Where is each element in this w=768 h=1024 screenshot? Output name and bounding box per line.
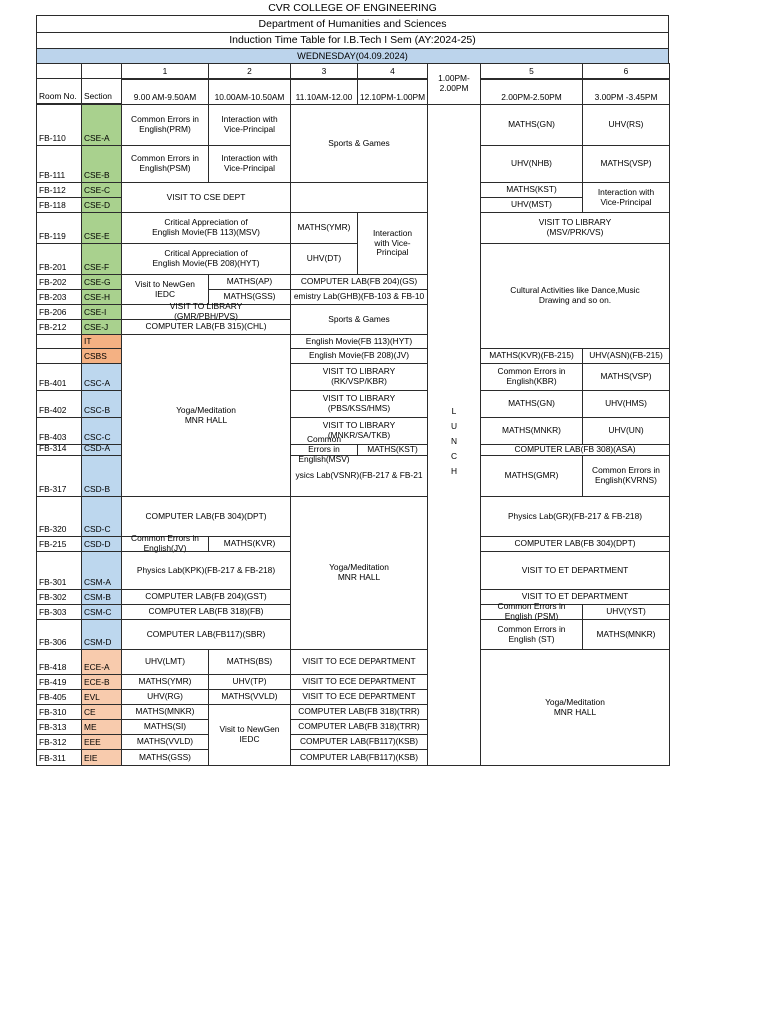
room-number: FB-306 [36,619,82,650]
schedule-cell: COMPUTER LAB(FB117)(KSB) [290,749,428,766]
section-name: CSE-B [81,145,122,183]
lunch-letter: H [450,466,458,476]
schedule-cell: MATHS(GN) [480,390,583,418]
section-name: EIE [81,749,122,766]
section-name: CSE-E [81,212,122,244]
schedule-cell: MATHS(MNKR) [582,619,670,650]
section-name: CSD-A [81,444,122,456]
room-number: FB-202 [36,274,82,290]
section-name: CSD-D [81,536,122,552]
schedule-cell: VISIT TO ET DEPARTMENT [480,551,670,590]
day-banner: WEDNESDAY(04.09.2024) [36,48,669,64]
period-number: 6 [582,63,670,80]
schedule-cell: VISIT TO LIBRARY (GMR/PBH/PVS) [121,304,291,320]
schedule-cell: COMPUTER LAB(FB 204)(GS) [290,274,428,290]
period-number: 5 [480,63,583,80]
section-header: Section [81,78,122,104]
schedule-cell: MATHS(VSP) [582,145,670,183]
section-name: IT [81,334,122,349]
lunch-label [447,404,461,479]
schedule-cell: UHV(RS) [582,104,670,146]
room-number: FB-405 [36,689,82,705]
schedule-cell: MATHS(VSP) [582,363,670,391]
section-name: CSD-B [81,455,122,497]
schedule-cell: MATHS(MNKR) [121,704,209,720]
schedule-cell: Visit to NewGen IEDC [208,704,291,766]
period-time: 9.00 AM-9.50AM [121,78,209,105]
schedule-cell: MATHS(GSS) [121,749,209,766]
lunch-letter: C [450,451,458,461]
schedule-cell: MATHS(VVLD) [121,734,209,750]
schedule-cell: UHV(NHB) [480,145,583,183]
schedule-cell: Interaction with Vice-Principal [208,145,291,183]
section-name: CSE-A [81,104,122,146]
section-name: EEE [81,734,122,750]
room-number: FB-402 [36,390,82,418]
room-number: FB-118 [36,197,82,213]
schedule-cell: Visit to NewGen IEDC [121,274,209,305]
room-number: FB-111 [36,145,82,183]
room-number: FB-403 [36,417,82,445]
schedule-cell: UHV(ASN)(FB-215) [582,348,670,364]
schedule-cell: MATHS(GMR) [480,455,583,497]
period-time-lunch: 1.00PM- 2.00PM [427,63,481,105]
schedule-cell: Yoga/Meditation MNR HALL [121,334,291,497]
schedule-cell: COMPUTER LAB(FB 304)(DPT) [480,536,670,552]
section-name: CSM-B [81,589,122,605]
room-number: FB-303 [36,604,82,620]
schedule-cell: COMPUTER LAB(FB 304)(DPT) [121,496,291,537]
schedule-cell: English Movie(FB 208)(JV) [290,348,428,364]
room-number: FB-419 [36,674,82,690]
schedule-cell: MATHS(GSS) [208,289,291,305]
period-time: 10.00AM-10.50AM [208,78,291,105]
section-name: CSC-C [81,417,122,445]
schedule-cell: UHV(LMT) [121,649,209,675]
room-number: FB-313 [36,719,82,735]
schedule-cell: COMPUTER LAB(FB 318)(FB) [121,604,291,620]
room-number: FB-201 [36,243,82,275]
schedule-cell: MATHS(YMR) [121,674,209,690]
section-name: CSM-A [81,551,122,590]
room-number: FB-317 [36,455,82,497]
schedule-cell: UHV(YST) [582,604,670,620]
period-time: 11.10AM-12.00 [290,78,358,105]
section-name: CSE-F [81,243,122,275]
schedule-cell: MATHS(MNKR) [480,417,583,445]
schedule-cell: Common Errors in English (ST) [480,619,583,650]
schedule-cell: MATHS(SI) [121,719,209,735]
schedule-cell: Common Errors in English (PSM) [480,604,583,620]
room-number: FB-301 [36,551,82,590]
section-name: CSE-G [81,274,122,290]
schedule-cell: emistry Lab(GHB)(FB-103 & FB-10 [290,289,428,305]
schedule-cell: COMPUTER LAB(FB117)(KSB) [290,734,428,750]
schedule-cell: VISIT TO CSE DEPT [121,182,291,213]
college-title: CVR COLLEGE OF ENGINEERING [268,1,437,14]
room-number: FB-212 [36,319,82,335]
room-number: FB-401 [36,363,82,391]
room-number: FB-112 [36,182,82,198]
lunch-letter: U [450,421,458,431]
room-number: FB-203 [36,289,82,305]
room-number: FB-110 [36,104,82,146]
section-name: CSC-A [81,363,122,391]
schedule-cell: UHV(DT) [290,243,358,275]
schedule-cell: COMPUTER LAB(FB 318)(TRR) [290,719,428,735]
period-number: 1 [121,63,209,80]
schedule-cell: VISIT TO LIBRARY (MNKR/SA/TKB) [290,417,428,445]
period-number-blank [36,63,82,79]
schedule-cell: Physics Lab(KPK)(FB-217 & FB-218) [121,551,291,590]
schedule-cell: VISIT TO ET DEPARTMENT [480,589,670,605]
schedule-cell: Common Errors in English(PSM) [121,145,209,183]
schedule-cell: MATHS(AP) [208,274,291,290]
lunch-letter: L [451,406,457,416]
schedule-cell: Physics Lab(GR)(FB-217 & FB-218) [480,496,670,537]
schedule-cell: VISIT TO LIBRARY (RK/VSP/KBR) [290,363,428,391]
schedule-cell: Cultural Activities like Dance,Music Drawing and so on. [480,243,670,349]
schedule-cell: COMPUTER LAB(FB117)(SBR) [121,619,291,650]
section-name: CSE-C [81,182,122,198]
schedule-cell: Common Errors in English(JV) [121,536,209,552]
room-number: FB-314 [36,444,82,456]
schedule-cell: VISIT TO LIBRARY (MSV/PRK/VS) [480,212,670,244]
schedule-cell: Yoga/Meditation MNR HALL [290,496,428,650]
section-name: ME [81,719,122,735]
period-number: 3 [290,63,358,80]
schedule-cell: VISIT TO ECE DEPARTMENT [290,689,428,705]
section-name: CSE-D [81,197,122,213]
room-number [36,334,82,349]
schedule-cell: English Movie(FB 113)(HYT) [290,334,428,349]
section-name: ECE-B [81,674,122,690]
schedule-cell: VISIT TO ECE DEPARTMENT [290,649,428,675]
section-name: CSD-C [81,496,122,537]
schedule-cell: UHV(HMS) [582,390,670,418]
period-number: 4 [357,63,428,80]
schedule-cell: UHV(TP) [208,674,291,690]
room-no-header: Room No. [36,78,82,104]
schedule-cell: UHV(UN) [582,417,670,445]
schedule-cell: COMPUTER LAB(FB 308)(ASA) [480,444,670,456]
schedule-cell: MATHS(KST) [357,444,428,456]
room-number: FB-302 [36,589,82,605]
schedule-cell: VISIT TO ECE DEPARTMENT [290,674,428,690]
schedule-cell: COMPUTER LAB(FB 318)(TRR) [290,704,428,720]
lunch-letter: N [450,436,458,446]
department-title: Department of Humanities and Sciences [36,15,669,33]
schedule-cell: MATHS(YMR) [290,212,358,244]
schedule-cell: VISIT TO LIBRARY (PBS/KSS/HMS) [290,390,428,418]
room-number [36,348,82,364]
schedule-cell: ysics Lab(VSNR)(FB-217 & FB-21 [290,455,428,497]
schedule-cell: Common Errors in English(KBR) [480,363,583,391]
schedule-cell: UHV(RG) [121,689,209,705]
room-number: FB-215 [36,536,82,552]
schedule-cell: Common Errors in English(MSV) [290,444,358,456]
section-name: CE [81,704,122,720]
section-name: CSM-C [81,604,122,620]
section-name: ECE-A [81,649,122,675]
schedule-cell: COMPUTER LAB(FB 315)(CHL) [121,319,291,335]
schedule-cell: Sports & Games [290,104,428,183]
schedule-cell: MATHS(GN) [480,104,583,146]
room-number: FB-119 [36,212,82,244]
schedule-cell: MATHS(KVR) [208,536,291,552]
schedule-cell: MATHS(KST) [480,182,583,198]
room-number: FB-312 [36,734,82,750]
section-name: EVL [81,689,122,705]
section-name: CSBS [81,348,122,364]
period-time: 12.10PM-1.00PM [357,78,428,105]
timetable-title: Induction Time Table for I.B.Tech I Sem (AY:2024-25) [36,32,669,49]
schedule-cell: Interaction with Vice-Principal [582,182,670,213]
schedule-cell: Common Errors in English(KVRNS) [582,455,670,497]
room-number: FB-418 [36,649,82,675]
schedule-cell: Interaction with Vice- Principal [357,212,428,275]
period-number: 2 [208,63,291,80]
schedule-cell: Yoga/Meditation MNR HALL [480,649,670,766]
period-time: 2.00PM-2.50PM [480,78,583,105]
schedule-cell: Critical Appreciation of English Movie(FB 113)(MSV) [121,212,291,244]
schedule-cell: MATHS(VVLD) [208,689,291,705]
schedule-cell: MATHS(BS) [208,649,291,675]
schedule-cell: Interaction with Vice-Principal [208,104,291,146]
section-name: CSE-I [81,304,122,320]
room-number: FB-206 [36,304,82,320]
section-name: CSE-H [81,289,122,305]
schedule-cell: Sports & Games [290,304,428,335]
period-number-blank [81,63,122,79]
schedule-cell: MATHS(KVR)(FB-215) [480,348,583,364]
schedule-cell: Common Errors in English(PRM) [121,104,209,146]
section-name: CSE-J [81,319,122,335]
section-name: CSM-D [81,619,122,650]
room-number: FB-310 [36,704,82,720]
period-time: 3.00PM -3.45PM [582,78,670,105]
schedule-cell: COMPUTER LAB(FB 204)(GST) [121,589,291,605]
section-name: CSC-B [81,390,122,418]
room-number: FB-320 [36,496,82,537]
room-number: FB-311 [36,749,82,766]
schedule-cell: UHV(MST) [480,197,583,213]
schedule-cell: Critical Appreciation of English Movie(FB 208)(HYT) [121,243,291,275]
